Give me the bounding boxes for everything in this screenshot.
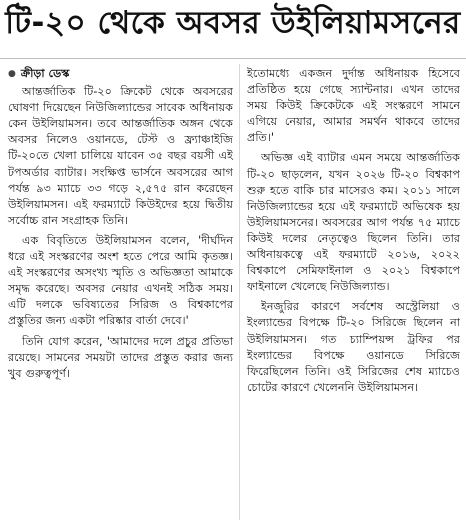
byline: [8, 66, 233, 82]
left-column: [8, 66, 233, 386]
paragraph: এক বিবৃতিতে উইলিয়ামসন বলেন, 'দীর্ঘদিন ধরে এই সংস্করণের অংশ হতে পেরে আমি কৃতজ্ঞ। এই সংস্করণের অসংখ্য স্মৃতি ও অভিজ্ঞতা আমাকে সমৃদ্ধ করেছে। অবসর নেয়ার এখনই সঠিক সময়। এটি দলকে ভবিষ্যতের সিরিজ ও বিশ্বকাপের প্রস্তুতির জন্য একটা পরিষ্কার বার্তা দেবে।': [8, 233, 233, 328]
byline-bullet-icon: ●: [8, 69, 16, 79]
headline-rule: [0, 58, 466, 59]
paragraph: অভিজ্ঞ এই ব্যাটার এমন সময়ে আন্তর্জাতিক টি-২০ ছাড়লেন, যখন ২০২৬ টি-২০ বিশ্বকাপ শুরু হতে বাকি চার মাসেরও কম। ২০১১ সালে নিউজিল্যান্ডের হয়ে এই ফরম্যাটে অভিষেক হয় উইলিয়ামসনের। অবসরের আগ পর্যন্ত ৭৫ ম্যাচে কিউই দলের নেতৃত্বেও ছিলেন তিনি। তার অধিনায়কত্বে এই ফরম্যাটে ২০১৬, ২০২২ বিশ্বকাপে সেমিফাইনাল ও ২০২১ বিশ্বকাপে ফাইনালে খেলেছে নিউজিল্যান্ড।: [247, 151, 460, 294]
paragraph: আন্তর্জাতিক টি-২০ ক্রিকেট থেকে অবসরের ঘোষণা দিয়েছেন নিউজিল্যান্ডের সাবেক অধিনায়ক কেন উইলিয়ামসন। তবে আন্তর্জাতিক অঙ্গন থেকে অবসর নিলেও ওয়ানডে, টেস্ট ও ফ্র্যাঞ্চাইজি টি-২০তে খেলা চালিয়ে যাবেন ৩৫ বছর বয়সী এই টপঅর্ডার ব্যাটার। সংক্ষিপ্ত ভার্সনে অবসরের আগ পর্যন্ত ৯৩ ম্যাচে ৩৩ গড়ে ২,৫৭৫ রান করেছেন উইলিয়ামসন। এই ফরম্যাটে কিউইদের হয়ে দ্বিতীয় সর্বোচ্চ রান সংগ্রাহক তিনি।: [8, 85, 233, 227]
column-divider: [239, 64, 240, 520]
paragraph: ইতোমধ্যে একজন দুর্দান্ত অধিনায়ক হিসেবে প্রতিষ্ঠিত হয়ে গেছে স্যান্টনার। এখন তাদের সময় কিউই ক্রিকেটকে এই সংস্করণে সামনে এগিয়ে নেয়ার, আমার সমর্থন থাকবে তাদের প্রতি।': [247, 67, 460, 145]
paragraph: ইনজুরির কারণে সর্বশেষ অস্ট্রেলিয়া ও ইংল্যান্ডের বিপক্ষে টি-২০ সিরিজে ছিলেন না উইলিয়ামসন। গত চ্যাম্পিয়ন্স ট্রফির পর ইংল্যান্ডের বিপক্ষে ওয়ানডে সিরিজে ফিরেছিলেন তিনি। ওই সিরিজের শেষ ম্যাচেও চোটের কারণে খেলেননি উইলিয়ামসন।: [247, 300, 460, 394]
headline: টি-২০ থেকে অবসর উইলিয়ামসনের: [5, 5, 461, 41]
paragraph: তিনি যোগ করেন, 'আমাদের দলে প্রচুর প্রতিভা রয়েছে। সামনের সময়টা তাদের প্রস্তুত করার জন্য খুব গুরুত্বপূর্ণ।: [8, 334, 233, 380]
right-column: [247, 66, 460, 400]
byline-desk: ক্রীড়া ডেস্ক: [20, 67, 70, 80]
